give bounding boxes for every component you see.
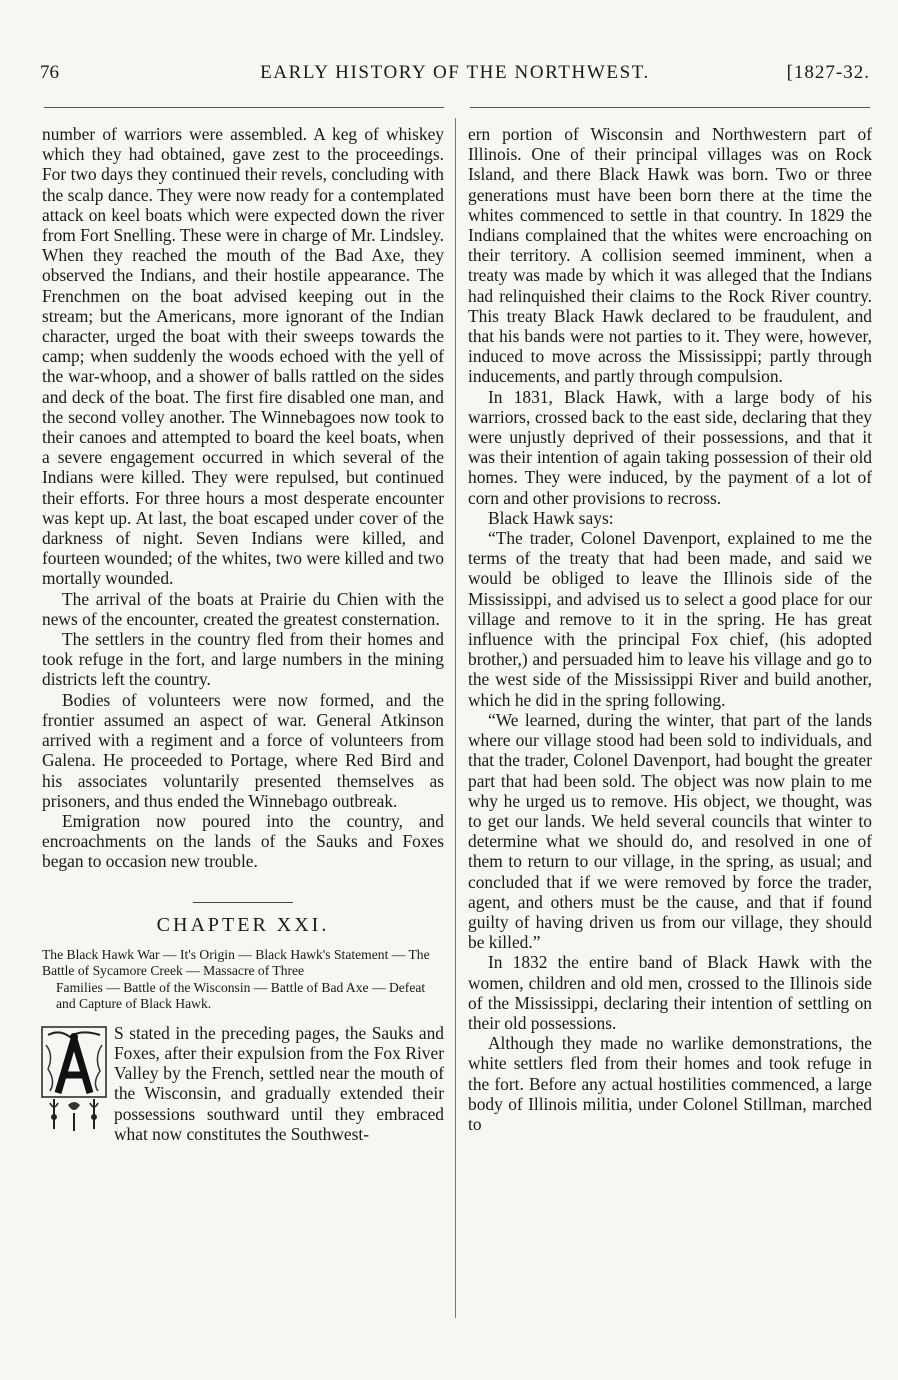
paragraph: In 1831, Black Hawk, with a large body of his warriors, crossed back to the east side, declaring that they were unjustly deprived of their possessions, and that it was their intention of again taking possession of their old homes. They were induced, by the payment of a lot of corn and other provisions to recross. bbox=[468, 386, 872, 508]
paragraph: Although they made no warlike demonstrations, the white settlers fled from their homes and took refuge in the fort. Before any actual hostilities commenced, a large body of Illinois militia, under Colonel Stillman, marched to bbox=[468, 1033, 872, 1134]
date-range: [1827-32. bbox=[786, 62, 870, 83]
ornamental-dropcap-icon bbox=[40, 1025, 108, 1137]
paragraph: “We learned, during the winter, that part of the lands where our village stood had been sold to individuals, and that the trader, Colonel Davenport, had bought the greater part that had been sold. The object was now plain to me why he urged us to remove. His object, we thought, was to get our lands. We held several councils that winter to determine what we should do, and resolved in one of them to return to our village, in the spring, as usual; and concluded that if we were removed by force the trader, agent, and others must be the cause, and that if found guilty of having driven us from our village, they should be killed.” bbox=[468, 709, 872, 953]
paragraph: The settlers in the country fled from their homes and took refuge in the fort, and large numbers in the mining districts left the country. bbox=[42, 629, 444, 690]
chapter-summary-line: The Black Hawk War — It's Origin — Black Hawk's Statement — The Battle of Sycamore Creek — Massacre of Three bbox=[42, 946, 430, 979]
paragraph: “The trader, Colonel Davenport, explained to me the terms of the treaty that had been made, and said we would be obliged to leave the Illinois side of the Mississippi, and advised us to select a good place for our village and remove to it in the spring. He has great influence with the principal Fox chief, (his adopted brother,) and persuaded him to leave his village and go to the west side of the Mississippi River and build another, which he did in the spring following. bbox=[468, 528, 872, 710]
chapter-opening bbox=[42, 1023, 444, 1144]
left-column bbox=[42, 124, 444, 1144]
dropcap-text: S stated in the preceding pages, the Sauks and Foxes, after their expulsion from the Fox River Valley by the French, settled near the mouth of the Wisconsin, and gradually extended their possessions southward until they embraced what now constitutes the Southwest- bbox=[114, 1022, 444, 1144]
paragraph: The arrival of the boats at Prairie du Chien with the news of the encounter, created the greatest consternation. bbox=[42, 588, 444, 629]
paragraph: Emigration now poured into the country, and encroachments on the lands of the Sauks and Foxes began to occasion new trouble. bbox=[42, 810, 444, 872]
page-number: 76 bbox=[40, 62, 59, 83]
paragraph: number of warriors were assembled. A keg of whiskey which they had obtained, gave zest to the proceedings. For two days they continued their revels, concluding with the scalp dance. They were now ready for a contemplated attack on keel boats which were expected down the river from Fort Snelling. These were in charge of Mr. Lindsley. When they reached the mouth of the Bad Axe, they observed the Indians, and their hostile appearance. The Frenchmen on the boat advised keeping out in the stream; but the Americans, more ignorant of the Indian character, urged the boat with their sweeps towards the camp; when suddenly the woods echoed with the yell of the war-whoop, and a shower of balls rattled on the sides and deck of the boat. The first fire disabled one man, and the second volley another. The Winnebagoes now took to their canoes and attempted to board the keel boats, when a severe engagement occurred in which several of the Indians were killed. They were repulsed, but continued their efforts. For three hours a most desperate encounter was kept up. At last, the boat escaped under cover of the darkness of night. Seven Indians were killed, and fourteen wounded; of the whites, two were killed and two mortally wounded. bbox=[42, 124, 444, 589]
column-divider bbox=[455, 118, 456, 1318]
chapter-title: CHAPTER XXI. bbox=[156, 913, 330, 936]
chapter-summary bbox=[42, 947, 444, 1013]
chapter-summary-line: Families — Battle of the Wisconsin — Battle of Bad Axe — Defeat and Capture of Black Hawk. bbox=[56, 979, 426, 1012]
chapter-rule bbox=[193, 902, 293, 903]
running-title: EARLY HISTORY OF THE NORTHWEST. bbox=[260, 62, 650, 83]
header-rule-left bbox=[44, 107, 444, 108]
paragraph: Bodies of volunteers were now formed, and the frontier assumed an aspect of war. General Atkinson arrived with a regiment and a force of volunteers from Galena. He proceeded to Portage, where Red Bird and his associates voluntarily presented themselves as prisoners, and thus ended the Winnebago outbreak. bbox=[42, 689, 444, 811]
header-rule-right bbox=[470, 107, 870, 108]
right-column bbox=[468, 124, 872, 1134]
paragraph: Black Hawk says: bbox=[488, 507, 614, 528]
paragraph: ern portion of Wisconsin and Northwestern part of Illinois. One of their principal villages was on Rock Island, and there Black Hawk was born. Two or three generations must have been born there at the time the whites commenced to settle in that country. In 1829 the Indians complained that the whites were encroaching on their territory. A collision seemed imminent, when a treaty was made by which it was alleged that the Indians had relinquished their claims to the Rock River country. This treaty Black Hawk declared to be fraudulent, and that his bands were not parties to it. They were, however, induced to move across the Mississippi; partly through inducements, and partly through compulsion. bbox=[468, 124, 872, 387]
page-header bbox=[40, 62, 870, 96]
paragraph: In 1832 the entire band of Black Hawk with the women, children and old men, crossed to the Illinois side of the Mississippi, declaring their intention of settling on their old possessions. bbox=[468, 952, 872, 1033]
